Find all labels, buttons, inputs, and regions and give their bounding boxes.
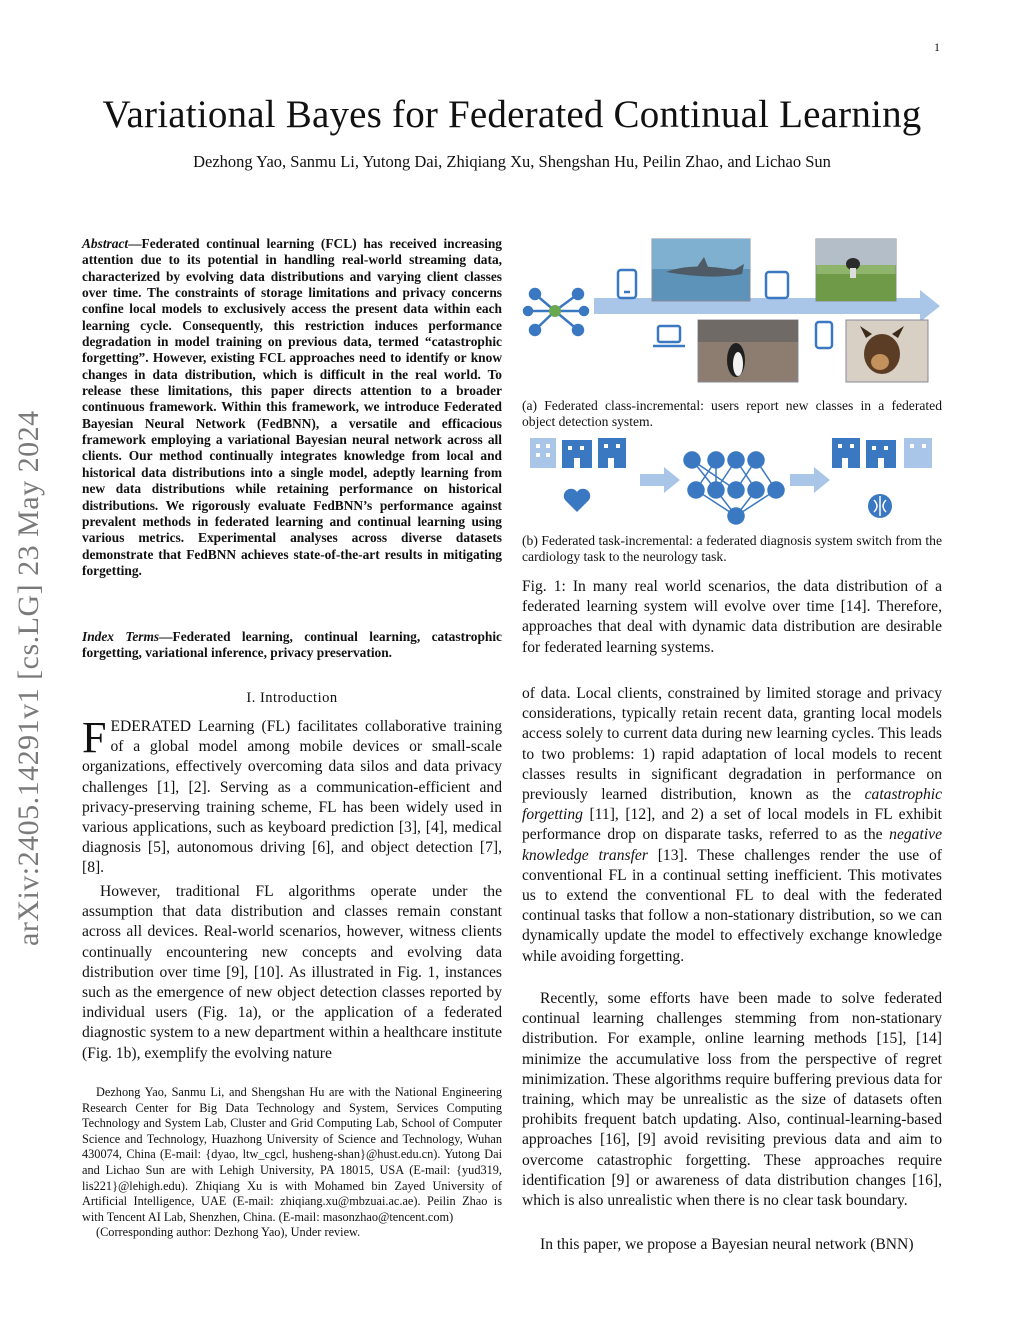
right-paragraph-1-part-b: [11], [12], and 2) a set of local models in FL exhibit performance drop on disparate tasks, referred to as the	[522, 806, 942, 844]
transition-arrow	[640, 467, 680, 493]
intro-paragraph-1-text: EDERATED Learning (FL) facilitates collaborative training of a global model among mobile devices or small-scale organizations, effectively overcoming data silos and data privacy challenges [1], [2]. Serving as a communication-efficient and privacy-preserving training scheme, FL has been widely used in various applications, such as keyboard prediction [3], [4], medical diagnosis [5], autonomous driving [6], and object detection [7], [8].	[82, 718, 502, 877]
building-icon	[562, 440, 592, 468]
tablet-icon	[766, 272, 788, 298]
drop-cap: F	[82, 713, 107, 762]
bird-photo	[816, 239, 896, 301]
right-paragraph-1-part-c: [13]. These challenges render the use of conventional FL in a continual setting inefficient. This motivates us to extend the conventional FL to deal with the federated continual tasks that follow a non-stationary distribution, so we can dynamically update the model to effectively exchange knowledge while avoiding forgetting.	[522, 846, 943, 965]
right-paragraph-2: Recently, some efforts have been made to solve federated continual learning challenges stemming from non-stationary distribution. For example, online learning methods [15], [14] minimize the accumulative loss from the perspective of regret minimization. These algorithms require buffering previous data for training, which may be unrealistic as the size of datasets often prohibits frequent batch updating. Also, continual-learning-based approaches [16], [9] avoid revisiting previous data and aim to overcome catastrophic forgetting. These approaches require identification [9] or awareness of data distribution changes [16], which is also unrealistic when there is no clear task boundary.	[522, 990, 942, 1210]
puppy-photo	[846, 320, 928, 382]
paper-title: Variational Bayes for Federated Continual Learning	[102, 93, 922, 136]
penguin-photo	[698, 320, 798, 382]
building-icon	[866, 440, 896, 468]
emphasis-negative-knowledge-transfer: negative knowledge transfer	[522, 826, 942, 864]
laptop-icon	[653, 326, 685, 346]
abstract-label: Abstract	[82, 236, 129, 251]
intro-paragraph-1	[82, 713, 502, 879]
hospital-icon	[530, 438, 556, 468]
brain-icon	[868, 494, 892, 518]
index-terms	[82, 629, 502, 662]
building-icon	[904, 438, 932, 468]
hospital-icon	[832, 438, 860, 468]
right-paragraph-1	[522, 684, 942, 967]
figure-1a-caption: (a) Federated class-incremental: users report new classes in a federated object detection system.	[522, 398, 942, 430]
author-list: Dezhong Yao, Sanmu Li, Yutong Dai, Zhiqiang Xu, Shengshan Hu, Peilin Zhao, and Lichao Sun	[193, 152, 831, 171]
phone-icon	[816, 322, 832, 348]
building-icon	[598, 438, 626, 468]
footnote-affiliations: Dezhong Yao, Sanmu Li, and Shengshan Hu are with the National Engineering Research Center for Big Data Technology and System, Services Computing Technology and System Lab, Cluster and Grid Computing Lab, School of Computer Science and Technology, Huazhong University of Science and Technology, Wuhan 430074, China (E-mail: {dyao, ltw_cgcl, husheng-shan}@hust.edu.cn). Yutong Dai and Lichao Sun are with Lehigh University, PA 18015, USA (E-mail: {yud319, lis221}@lehigh.edu). Zhiqiang Xu is with Mohamed bin Zayed University of Artificial Intelligence, UAE (E-mail: zhiqiang.xu@mbzuai.ac.ae). Peilin Zhao is with Tencent AI Lab, Shenzhen, China. (E-mail: masonzhao@tencent.com)	[82, 1085, 502, 1224]
index-terms-label: Index Terms	[82, 629, 160, 644]
footnote-corresponding: (Corresponding author: Dezhong Yao), Under review.	[96, 1225, 361, 1240]
right-paragraph-3: In this paper, we propose a Bayesian neural network (BNN)	[540, 1236, 914, 1253]
arxiv-watermark: arXiv:2405.14291v1 [cs.LG] 23 May 2024	[12, 410, 45, 946]
neural-network-icon	[684, 452, 784, 524]
page-number: 1	[934, 40, 940, 54]
emphasis-catastrophic-forgetting: catastrophic forgetting	[522, 786, 942, 824]
shark-photo	[652, 239, 750, 301]
section-heading: I. Introduction	[246, 690, 338, 706]
phone-icon	[618, 270, 636, 298]
abstract	[82, 236, 502, 579]
figure-1-caption: Fig. 1: In many real world scenarios, the data distribution of a federated learning system will evolve over time [14]. Therefore, approaches that deal with dynamic data distribution are desirable for federated learning systems.	[522, 578, 942, 656]
right-paragraph-1-part-a: of data. Local clients, constrained by limited storage and privacy considerations, typically retain recent data, granting local models access solely to current data during new learning cycles. This leads to two problems: 1) rapid adaptation of local models to recent classes results in significant degradation in performance on previously learned distribution, known as the	[522, 685, 942, 804]
figure-1b-caption: (b) Federated task-incremental: a federated diagnosis system switch from the cardiology task to the neurology task.	[522, 533, 942, 565]
abstract-text: —Federated continual learning (FCL) has received increasing attention due to its potential in handling real-world streaming data, characterized by evolving data distributions and varying client classes over time. The constraints of storage limitations and privacy concerns confine local models to exclusively access the present data within each learning cycle. Consequently, this restriction induces performance degradation in model training on previous data, termed “catastrophic forgetting”. However, existing FCL approaches need to identify or know changes in data distribution, which is difficult in the real world. To release these limitations, this paper directs attention to a broader continuous framework. Within this framework, we introduce Federated Bayesian Neural Network (FedBNN), a versatile and efficacious framework employing a variational Bayesian neural network across all clients. Our method continually integrates knowledge from local and historical data distributions into a single model, adeptly learning from new data distributions while retaining performance on historical distributions. We rigorously evaluate FedBNN’s performance against prevalent methods in federated learning and continual learning using various metrics. Experimental analyses across diverse datasets demonstrate that FedBNN achieves state-of-the-art results in mitigating forgetting.	[82, 236, 502, 578]
figure-1a	[522, 234, 944, 394]
transition-arrow	[790, 467, 830, 493]
network-hub-icon	[524, 289, 588, 335]
intro-paragraph-2: However, traditional FL algorithms operate under the assumption that data distribution and classes remain constant across all devices. Real-world scenarios, however, witness clients continually encountering new concepts and evolving data distribution over time [9], [10]. As illustrated in Fig. 1, instances such as the emergence of new object detection classes reported by individual users (Fig. 1a), or the application of a federated diagnostic system to a new department within a healthcare institute (Fig. 1b), exemplify the evolving nature	[82, 883, 502, 1062]
index-terms-text: —Federated learning, continual learning, catastrophic forgetting, variational inference, privacy preservation.	[82, 629, 502, 661]
figure-1b	[522, 436, 944, 528]
heart-icon	[564, 489, 590, 512]
author-footnote	[82, 1085, 502, 1241]
